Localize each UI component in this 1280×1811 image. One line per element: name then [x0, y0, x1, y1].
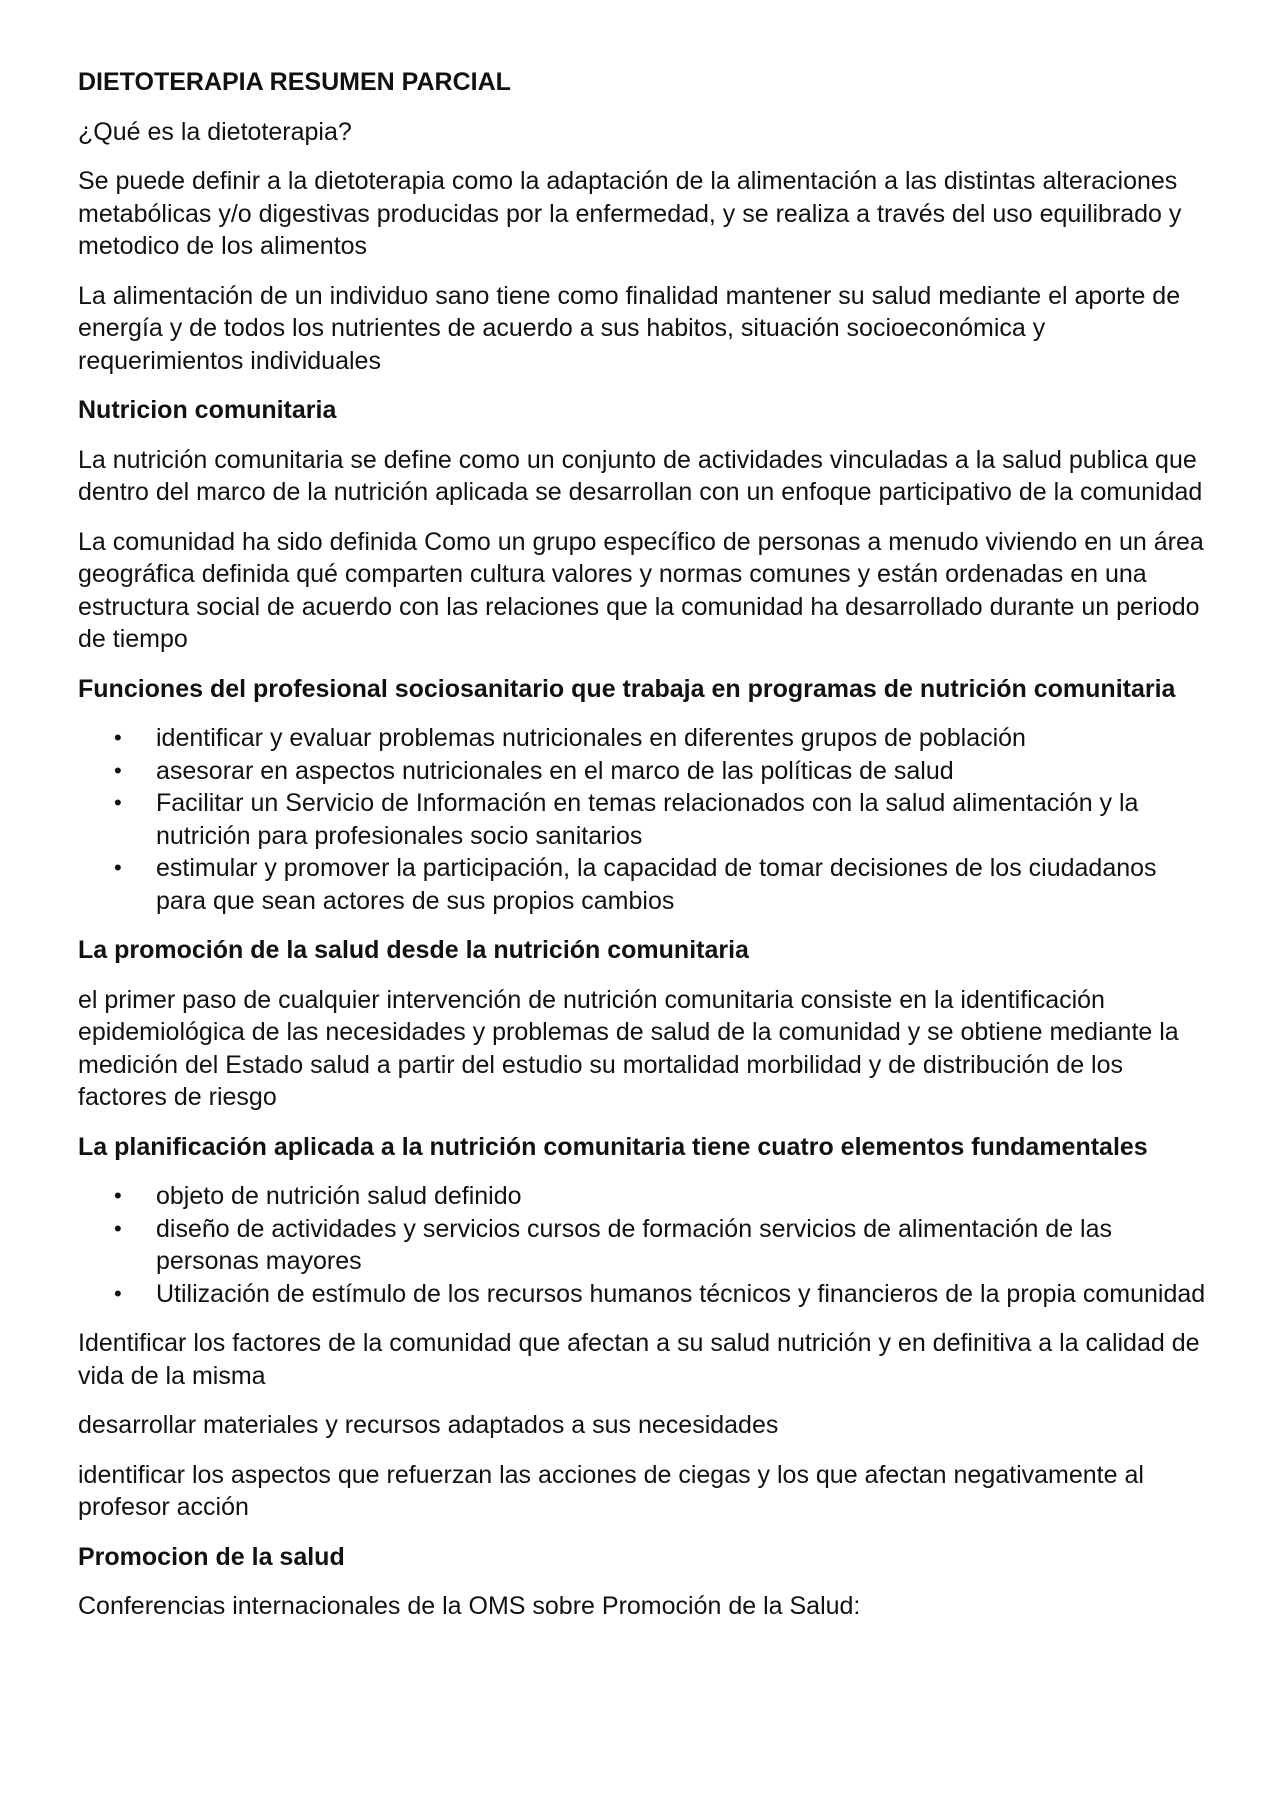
list-item — [78, 1278, 1213, 1311]
bullet-icon: • — [114, 1280, 122, 1306]
list-item — [78, 852, 1213, 917]
list-planificacion — [78, 1180, 1213, 1310]
bullet-icon: • — [114, 855, 122, 880]
paragraph-comunidad-definition: La comunidad ha sido definida Como un grupo específico de personas a menudo viviendo en un área geográfica definida qué comparten cultura valores y normas comunes y están ordenadas en una estructura social de acuerdo con las relaciones que la comunidad ha desarrollado durante un periodo de tiempo — [78, 527, 1204, 653]
heading-promocion-salud: Promocion de la salud — [78, 1542, 345, 1571]
bullet-icon: • — [114, 1215, 122, 1241]
bullet-icon: • — [114, 757, 122, 783]
bullet-icon: • — [114, 725, 122, 750]
bullet-icon: • — [114, 790, 122, 815]
list-item-text: objeto de nutrición salud definido — [156, 1182, 522, 1210]
list-item-text: Utilización de estímulo de los recursos humanos técnicos y financieros de la propia comunidad — [156, 1279, 1206, 1308]
paragraph-dietoterapia-definition: Se puede definir a la dietoterapia como la adaptación de la alimentación a las distintas alteraciones metabólicas y/o digestivas producidas por la enfermedad, y se realiza a través del uso equilibrado y metodico de los alimentos — [78, 167, 1182, 260]
paragraph-desarrollar-materiales: desarrollar materiales y recursos adaptados a sus necesidades — [78, 1411, 779, 1439]
question-dietoterapia: ¿Qué es la dietoterapia? — [78, 117, 352, 146]
bullet-icon: • — [114, 1183, 122, 1208]
heading-planificacion: La planificación aplicada a la nutrición comunitaria tiene cuatro elementos fundamentales — [78, 1132, 1148, 1161]
list-item-text: asesorar en aspectos nutricionales en el marco de las políticas de salud — [156, 756, 954, 785]
heading-promocion-salud-nutricion: La promoción de la salud desde la nutrición comunitaria — [78, 936, 749, 964]
list-item — [78, 1213, 1213, 1278]
document-page — [78, 66, 1213, 1640]
paragraph-nutricion-comunitaria-definition: La nutrición comunitaria se define como un conjunto de actividades vinculadas a la salud publica que dentro del marco de la nutrición aplicada se desarrollan con un enfoque participativo de la comunidad — [78, 445, 1203, 506]
list-item-text: estimular y promover la participación, la capacidad de tomar decisiones de los ciudadanos para que sean actores de sus propios cambios — [156, 854, 1157, 915]
heading-funciones-profesional: Funciones del profesional sociosanitario que trabaja en programas de nutrición comunitaria — [78, 674, 1176, 703]
heading-nutricion-comunitaria: Nutricion comunitaria — [78, 396, 337, 424]
paragraph-conferencias-oms: Conferencias internacionales de la OMS sobre Promoción de la Salud: — [78, 1592, 861, 1620]
paragraph-alimentacion-individuo-sano: La alimentación de un individuo sano tiene como finalidad mantener su salud mediante el aporte de energía y de todos los nutrientes de acuerdo a sus habitos, situación socioeconómica y requerimientos individuales — [78, 281, 1181, 375]
list-item-text: diseño de actividades y servicios cursos de formación servicios de alimentación de las personas mayores — [156, 1214, 1113, 1275]
list-funciones — [78, 722, 1213, 917]
list-item — [78, 755, 1213, 788]
paragraph-primer-paso: el primer paso de cualquier intervención de nutrición comunitaria consiste en la identificación epidemiológica de las necesidades y problemas de salud de la comunidad y se obtiene mediante la medición del Estado salud a partir del estudio su mortalidad morbilidad y de distribución de los factores de riesgo — [78, 985, 1179, 1111]
list-item-text: Facilitar un Servicio de Información en temas relacionados con la salud alimentación y la nutrición para profesionales socio sanitarios — [156, 789, 1139, 850]
paragraph-identificar-aspectos: identificar los aspectos que refuerzan las acciones de ciegas y los que afectan negativamente al profesor acción — [78, 1460, 1144, 1521]
paragraph-identificar-factores: Identificar los factores de la comunidad que afectan a su salud nutrición y en definitiva a la calidad de vida de la misma — [78, 1329, 1200, 1390]
list-item — [78, 1180, 1213, 1213]
list-item — [78, 722, 1213, 755]
list-item — [78, 787, 1213, 852]
list-item-text: identificar y evaluar problemas nutricionales en diferentes grupos de población — [156, 724, 1026, 752]
document-title: DIETOTERAPIA RESUMEN PARCIAL — [78, 68, 511, 96]
